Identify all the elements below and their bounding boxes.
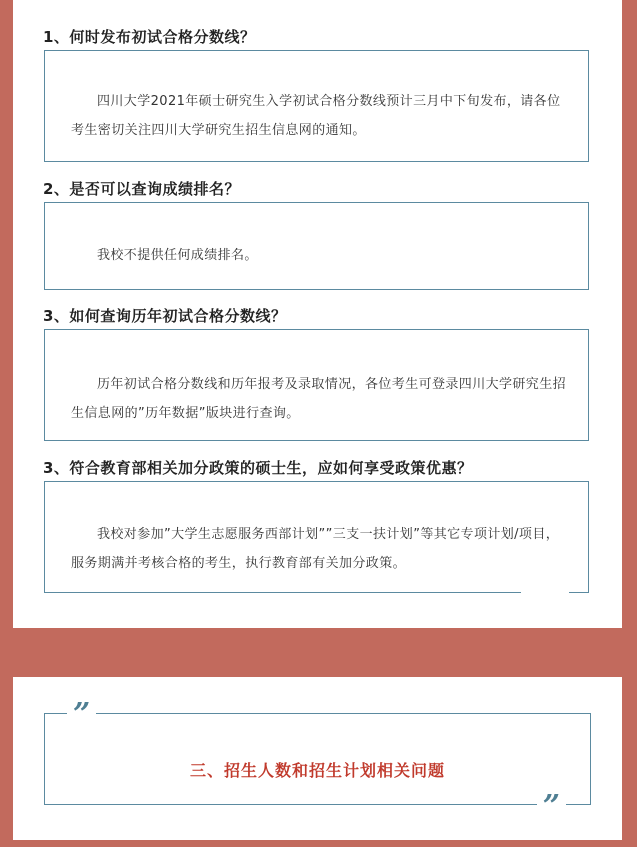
faq-card	[13, 0, 622, 628]
answer-1-text: 四川大学2021年硕士研究生入学初试合格分数线预计三月中下旬发布，请各位考生密切关注四川大学研究生招生信息网的通知。	[71, 94, 561, 138]
section-title: 三、招生人数和招生计划相关问题	[189, 761, 445, 780]
answer-4-box	[44, 481, 589, 593]
answer-2-text: 我校不提供任何成绩排名。	[97, 248, 258, 263]
open-quote-mark: ”	[67, 700, 96, 730]
answer-4-text: 我校对参加”大学生志愿服务西部计划””三支一扶计划”等其它专项计划/项目，服务期满并考核合格的考生，执行教育部有关加分政策。	[71, 527, 560, 571]
question-2-title: 2、是否可以查询成绩排名？	[43, 180, 240, 198]
section-frame	[44, 697, 591, 824]
box-border-gap	[521, 591, 569, 595]
answer-1-box	[44, 50, 589, 162]
question-1-title: 1、何时发布初试合格分数线？	[43, 28, 256, 46]
section-card	[13, 677, 622, 840]
answer-2-box	[44, 202, 589, 290]
question-4-title: 3、符合教育部相关加分政策的硕士生，应如何享受政策优惠？	[43, 459, 473, 477]
question-3-title: 3、如何查询历年初试合格分数线？	[43, 307, 287, 325]
answer-3-box	[44, 329, 589, 441]
close-quote-mark: ”	[537, 792, 566, 822]
answer-3-text: 历年初试合格分数线和历年报考及录取情况，各位考生可登录四川大学研究生招生信息网的”历年数据”版块进行查询。	[71, 377, 567, 421]
